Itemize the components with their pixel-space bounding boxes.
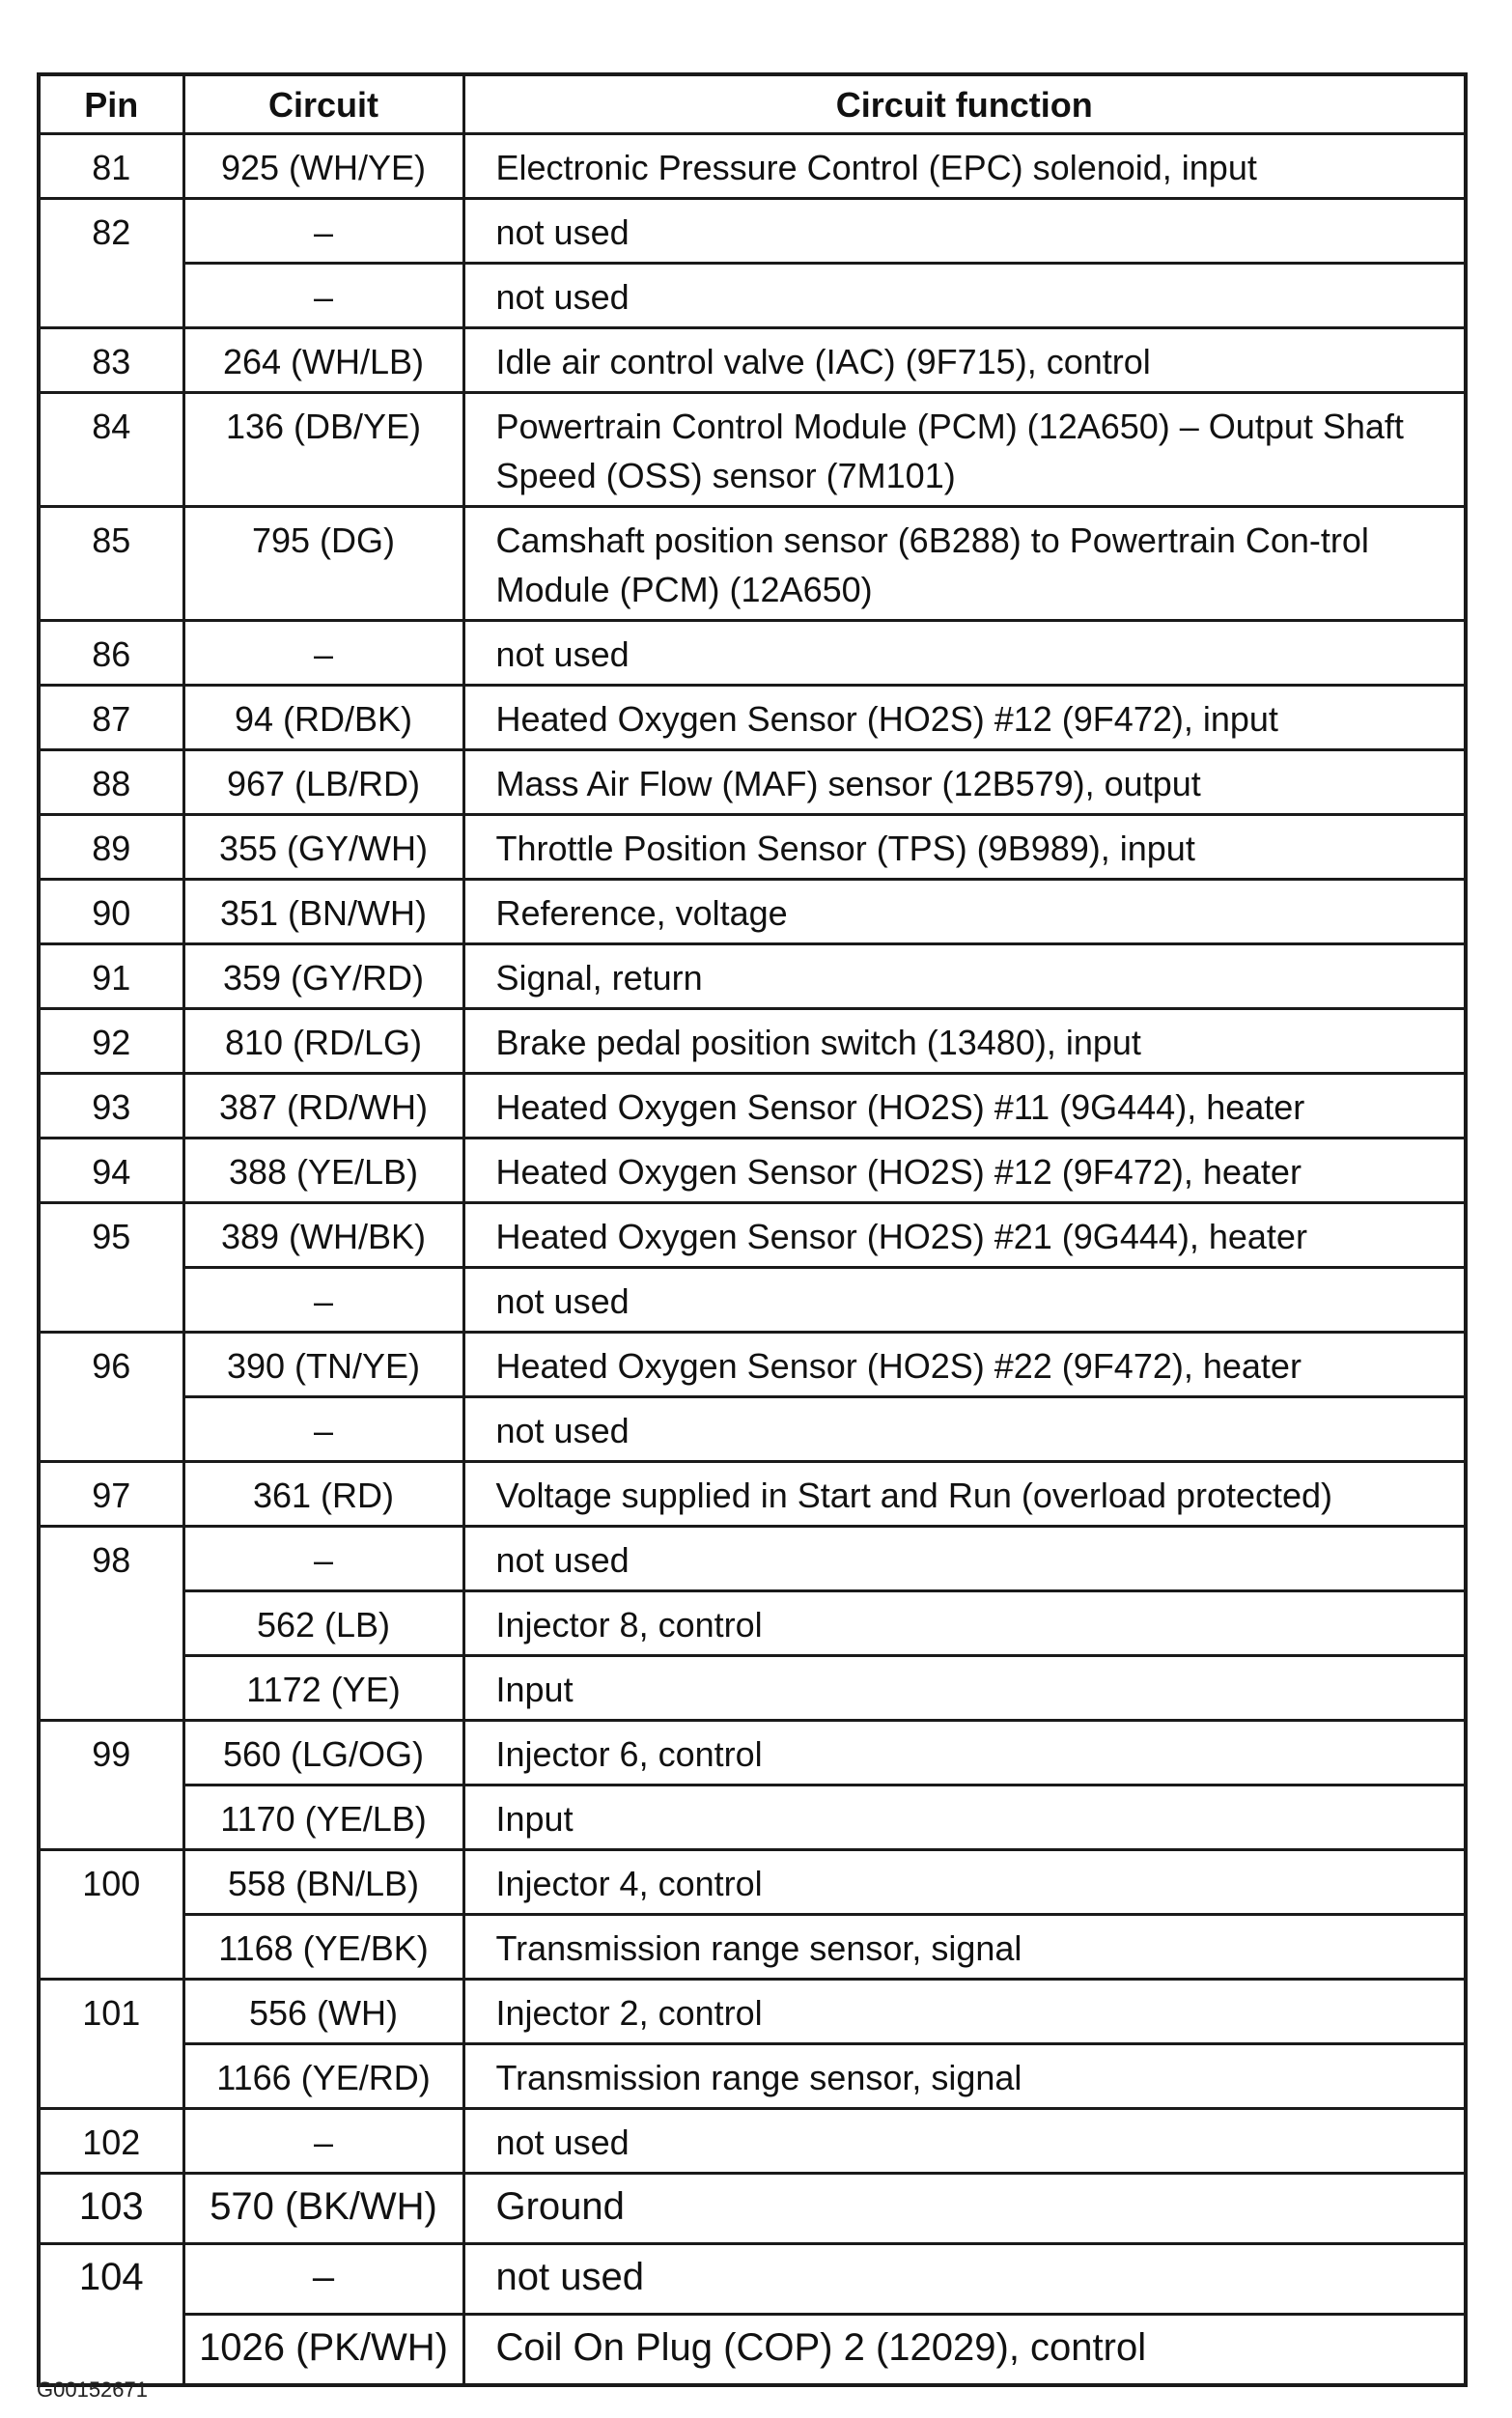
- table-row: [39, 1139, 1466, 1203]
- pin-cell: 102: [39, 2109, 183, 2174]
- function-cell: Coil On Plug (COP) 2 (12029), control: [463, 2315, 1466, 2386]
- table-row: [39, 1009, 1466, 1074]
- table-row: [39, 944, 1466, 1009]
- function-cell: Voltage supplied in Start and Run (overload protected): [463, 1462, 1466, 1527]
- table-row: [39, 1268, 1466, 1333]
- circuit-cell: 136 (DB/YE): [183, 393, 463, 507]
- circuit-cell: 388 (YE/LB): [183, 1139, 463, 1203]
- function-cell: Input: [463, 1656, 1466, 1721]
- function-cell: Brake pedal position switch (13480), input: [463, 1009, 1466, 1074]
- table-row: [39, 2244, 1466, 2315]
- function-cell: not used: [463, 1397, 1466, 1462]
- function-cell: Injector 6, control: [463, 1721, 1466, 1785]
- circuit-cell: 389 (WH/BK): [183, 1203, 463, 1268]
- pin-cell: 96: [39, 1333, 183, 1462]
- pin-cell: 99: [39, 1721, 183, 1850]
- table-row: [39, 686, 1466, 750]
- circuit-cell: 1166 (YE/RD): [183, 2044, 463, 2109]
- table-row: [39, 1785, 1466, 1850]
- function-cell: Transmission range sensor, signal: [463, 2044, 1466, 2109]
- function-cell: Signal, return: [463, 944, 1466, 1009]
- pin-cell: 81: [39, 134, 183, 199]
- circuit-cell: –: [183, 1268, 463, 1333]
- circuit-cell: 351 (BN/WH): [183, 880, 463, 944]
- function-cell: Injector 4, control: [463, 1850, 1466, 1915]
- circuit-cell: 925 (WH/YE): [183, 134, 463, 199]
- table-row: [39, 1462, 1466, 1527]
- pin-cell: 87: [39, 686, 183, 750]
- function-cell: not used: [463, 2109, 1466, 2174]
- pin-cell: 83: [39, 328, 183, 393]
- table-row: [39, 621, 1466, 686]
- table-row: [39, 1591, 1466, 1656]
- circuit-cell: –: [183, 1397, 463, 1462]
- function-cell: not used: [463, 621, 1466, 686]
- pin-cell: 91: [39, 944, 183, 1009]
- pin-cell: 90: [39, 880, 183, 944]
- pin-cell: 86: [39, 621, 183, 686]
- function-cell: Heated Oxygen Sensor (HO2S) #12 (9F472), heater: [463, 1139, 1466, 1203]
- circuit-cell: 558 (BN/LB): [183, 1850, 463, 1915]
- pin-table: [37, 72, 1468, 2387]
- table-row: [39, 2315, 1466, 2386]
- table-row: [39, 750, 1466, 815]
- pin-cell: 89: [39, 815, 183, 880]
- table-row: [39, 199, 1466, 264]
- table-row: [39, 2174, 1466, 2244]
- function-cell: Injector 2, control: [463, 1980, 1466, 2044]
- pin-cell: 85: [39, 507, 183, 621]
- table-row: [39, 393, 1466, 507]
- pin-cell: 104: [39, 2244, 183, 2386]
- header-row: [39, 74, 1466, 134]
- function-cell: not used: [463, 1268, 1466, 1333]
- circuit-cell: –: [183, 621, 463, 686]
- pin-cell: 82: [39, 199, 183, 328]
- function-cell: Reference, voltage: [463, 880, 1466, 944]
- circuit-cell: 94 (RD/BK): [183, 686, 463, 750]
- header-function: Circuit function: [463, 74, 1466, 134]
- pin-cell: 101: [39, 1980, 183, 2109]
- function-cell: not used: [463, 199, 1466, 264]
- table-row: [39, 507, 1466, 621]
- table-row: [39, 1333, 1466, 1397]
- circuit-cell: –: [183, 2244, 463, 2315]
- circuit-cell: 355 (GY/WH): [183, 815, 463, 880]
- circuit-cell: 570 (BK/WH): [183, 2174, 463, 2244]
- pin-cell: 97: [39, 1462, 183, 1527]
- circuit-cell: 1026 (PK/WH): [183, 2315, 463, 2386]
- circuit-cell: –: [183, 264, 463, 328]
- circuit-cell: –: [183, 1527, 463, 1591]
- circuit-cell: 1168 (YE/BK): [183, 1915, 463, 1980]
- table-row: [39, 1203, 1466, 1268]
- table-row: [39, 1915, 1466, 1980]
- function-cell: not used: [463, 264, 1466, 328]
- circuit-cell: 1170 (YE/LB): [183, 1785, 463, 1850]
- circuit-cell: 810 (RD/LG): [183, 1009, 463, 1074]
- pin-cell: 84: [39, 393, 183, 507]
- table-row: [39, 2109, 1466, 2174]
- pin-cell: 92: [39, 1009, 183, 1074]
- circuit-cell: 390 (TN/YE): [183, 1333, 463, 1397]
- function-cell: Mass Air Flow (MAF) sensor (12B579), output: [463, 750, 1466, 815]
- circuit-cell: 387 (RD/WH): [183, 1074, 463, 1139]
- pin-cell: 88: [39, 750, 183, 815]
- function-cell: not used: [463, 1527, 1466, 1591]
- function-cell: Electronic Pressure Control (EPC) solenoid, input: [463, 134, 1466, 199]
- table-row: [39, 880, 1466, 944]
- circuit-cell: 359 (GY/RD): [183, 944, 463, 1009]
- function-cell: Heated Oxygen Sensor (HO2S) #22 (9F472), heater: [463, 1333, 1466, 1397]
- function-cell: Input: [463, 1785, 1466, 1850]
- header-pin: Pin: [39, 74, 183, 134]
- function-cell: Ground: [463, 2174, 1466, 2244]
- pin-cell: 93: [39, 1074, 183, 1139]
- table-row: [39, 815, 1466, 880]
- function-cell: Throttle Position Sensor (TPS) (9B989), input: [463, 815, 1466, 880]
- circuit-cell: 560 (LG/OG): [183, 1721, 463, 1785]
- circuit-cell: 264 (WH/LB): [183, 328, 463, 393]
- function-cell: Heated Oxygen Sensor (HO2S) #21 (9G444), heater: [463, 1203, 1466, 1268]
- table-row: [39, 1721, 1466, 1785]
- table-row: [39, 264, 1466, 328]
- function-cell: Camshaft position sensor (6B288) to Powertrain Con-trol Module (PCM) (12A650): [463, 507, 1466, 621]
- circuit-cell: 967 (LB/RD): [183, 750, 463, 815]
- function-cell: Heated Oxygen Sensor (HO2S) #11 (9G444), heater: [463, 1074, 1466, 1139]
- circuit-cell: 795 (DG): [183, 507, 463, 621]
- pin-cell: 100: [39, 1850, 183, 1980]
- table-row: [39, 1527, 1466, 1591]
- pin-cell: 95: [39, 1203, 183, 1333]
- function-cell: Heated Oxygen Sensor (HO2S) #12 (9F472), input: [463, 686, 1466, 750]
- function-cell: Injector 8, control: [463, 1591, 1466, 1656]
- table-row: [39, 134, 1466, 199]
- table-row: [39, 2044, 1466, 2109]
- pin-cell: 103: [39, 2174, 183, 2244]
- table-row: [39, 1656, 1466, 1721]
- pin-cell: 94: [39, 1139, 183, 1203]
- table-row: [39, 1074, 1466, 1139]
- figure-id: G00152671: [37, 2377, 148, 2402]
- function-cell: Idle air control valve (IAC) (9F715), control: [463, 328, 1466, 393]
- circuit-cell: 1172 (YE): [183, 1656, 463, 1721]
- function-cell: Transmission range sensor, signal: [463, 1915, 1466, 1980]
- circuit-cell: 562 (LB): [183, 1591, 463, 1656]
- function-cell: Powertrain Control Module (PCM) (12A650) – Output Shaft Speed (OSS) sensor (7M101): [463, 393, 1466, 507]
- circuit-cell: 556 (WH): [183, 1980, 463, 2044]
- header-circuit: Circuit: [183, 74, 463, 134]
- table-row: [39, 1397, 1466, 1462]
- table-row: [39, 328, 1466, 393]
- circuit-cell: 361 (RD): [183, 1462, 463, 1527]
- pin-cell: 98: [39, 1527, 183, 1721]
- function-cell: not used: [463, 2244, 1466, 2315]
- circuit-cell: –: [183, 2109, 463, 2174]
- table-row: [39, 1850, 1466, 1915]
- circuit-cell: –: [183, 199, 463, 264]
- table-row: [39, 1980, 1466, 2044]
